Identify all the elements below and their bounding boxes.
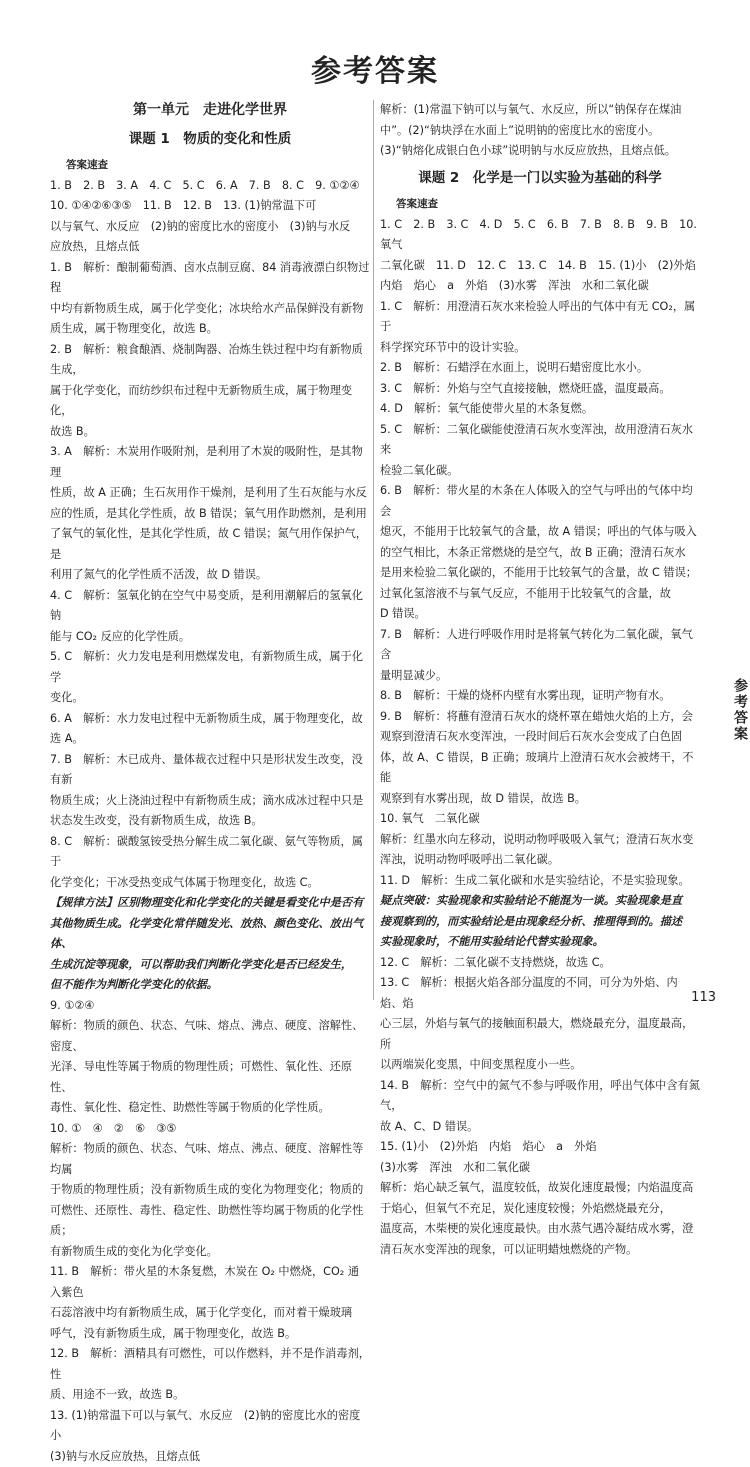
text-line: 14. B 解析：空气中的氮气不参与呼吸作用，呼出气体中含有氮气，: [380, 1076, 700, 1117]
text-line: 可燃性、还原性、毒性、稳定性、助燃性等均属于物质的化学性质；: [50, 1201, 370, 1242]
continued-answer: [380, 100, 700, 162]
text-line: 质、用途不一致，故选 B。: [50, 1385, 370, 1406]
text-line: 浑浊，说明动物呼吸呼出二氧化碳。: [380, 850, 700, 871]
text-line: 石蕊溶液中均有新物质生成，属于化学变化，而对着干燥玻璃: [50, 1303, 370, 1324]
text-line: 解析：物质的颜色、状态、气味、熔点、沸点、硬度、溶解性等均属: [50, 1139, 370, 1180]
text-line: 12. C 解析：二氧化碳不支持燃烧，故选 C。: [380, 953, 700, 974]
text-line: (3)“钠熔化成银白色小球”说明钠与水反应放热，且熔点低。: [380, 141, 700, 162]
unit-title: 第一单元 走进化学世界: [50, 100, 370, 121]
text-line: 9. ①②④: [50, 996, 370, 1017]
text-line: 13. (1)钠常温下可以与氧气、水反应 (2)钠的密度比水的密度小: [50, 1406, 370, 1447]
text-line: 3. C 解析：外焰与空气直接接触，燃烧旺盛，温度最高。: [380, 379, 700, 400]
text-line: 但不能作为判断化学变化的依据。: [50, 975, 370, 996]
text-line: 7. B 解析：木已成舟、量体裁衣过程中只是形状发生改变，没有新: [50, 750, 370, 791]
column-divider: [373, 100, 374, 1000]
text-line: 呼气，没有新物质生成，属于物理变化，故选 B。: [50, 1324, 370, 1345]
text-line: 能与 CO₂ 反应的化学性质。: [50, 627, 370, 648]
text-line: 故选 B。: [50, 422, 370, 443]
method-note: [50, 893, 370, 996]
text-line: 实验现象时，不能用实验结论代替实验现象。: [380, 932, 700, 953]
quick-answers-label: 答案速查: [66, 155, 370, 176]
text-line: 中”。(2)“钠块浮在水面上”说明钠的密度比水的密度小。: [380, 121, 700, 142]
text-line: 13. C 解析：根据火焰各部分温度的不同，可分为外焰、内焰、焰: [380, 973, 700, 1014]
text-line: 清石灰水变浑浊的现象，可以证明蜡烛燃烧的产物。: [380, 1240, 700, 1261]
text-line: 1. B 解析：酿制葡萄酒、卤水点制豆腐、84 消毒液漂白织物过程: [50, 258, 370, 299]
answer-list: [50, 258, 370, 894]
text-line: 4. D 解析：氧气能使带火星的木条复燃。: [380, 399, 700, 420]
text-line: 9. B 解析：将蘸有澄清石灰水的烧杯罩在蜡烛火焰的上方，会: [380, 707, 700, 728]
text-line: 温度高，木柴梗的炭化速度最快。由水蒸气遇冷凝结成水雾，澄: [380, 1219, 700, 1240]
text-line: 体，故 A、C 错误，B 正确；玻璃片上澄清石灰水会被烤干，不能: [380, 748, 700, 789]
text-line: 状态发生改变，没有新物质生成，故选 B。: [50, 811, 370, 832]
text-line: 5. C 解析：二氧化碳能使澄清石灰水变浑浊，故用澄清石灰水来: [380, 420, 700, 461]
text-line: 内焰 焰心 a 外焰 (3)水雾 浑浊 水和二氧化碳: [380, 276, 700, 297]
text-line: 观察到澄清石灰水变浑浊，一段时间后石灰水会变成了白色固: [380, 727, 700, 748]
text-line: 解析：(1)常温下钠可以与氧气、水反应，所以“钠保存在煤油: [380, 100, 700, 121]
text-line: 过氧化氢溶液不与氧气反应，不能用于比较氧气的含量，故: [380, 584, 700, 605]
text-line: 质生成，属于物理变化，故选 B。: [50, 319, 370, 340]
text-line: 毒性、氧化性、稳定性、助燃性等属于物质的化学性质。: [50, 1098, 370, 1119]
text-line: 10. 氧气 二氧化碳: [380, 809, 700, 830]
answer-list-2: [50, 996, 370, 1467]
text-line: 化学变化；干冰受热变成气体属于物理变化，故选 C。: [50, 873, 370, 894]
text-line: 属于化学变化，而纺纱织布过程中无新物质生成，属于物理变化，: [50, 381, 370, 422]
text-line: 8. B 解析：干燥的烧杯内壁有水雾出现，证明产物有水。: [380, 686, 700, 707]
answer-list: [380, 297, 700, 892]
text-line: 光泽、导电性等属于物质的物理性质；可燃性、氧化性、还原性、: [50, 1057, 370, 1098]
text-line: 生成沉淀等现象，可以帮助我们判断化学变化是否已经发生，: [50, 955, 370, 976]
text-line: 2. B 解析：粮食酿酒、烧制陶器、冶炼生铁过程中均有新物质生成，: [50, 340, 370, 381]
side-tab-label: 参考答案: [716, 660, 750, 760]
text-line: 解析：物质的颜色、状态、气味、熔点、沸点、硬度、溶解性、密度、: [50, 1016, 370, 1057]
text-line: 10. ① ④ ② ⑥ ③⑤: [50, 1119, 370, 1140]
text-line: 11. D 解析：生成二氧化碳和水是实验结论，不是实验现象。: [380, 871, 700, 892]
page-number: 113: [691, 990, 716, 1005]
text-line: 有新物质生成的变化为化学变化。: [50, 1242, 370, 1263]
text-line: 以两端炭化变黑，中间变黑程度小一些。: [380, 1055, 700, 1076]
text-line: 量明显减少。: [380, 666, 700, 687]
text-line: 【规律方法】区别物理变化和化学变化的关键是看变化中是否有: [50, 893, 370, 914]
text-line: 疑点突破：实验现象和实验结论不能混为一谈。实验现象是直: [380, 891, 700, 912]
text-line: 中均有新物质生成，属于化学变化；冰块给水产品保鲜没有新物: [50, 299, 370, 320]
text-line: 7. B 解析：人进行呼吸作用时是将氧气转化为二氧化碳，氧气含: [380, 625, 700, 666]
text-line: 解析：焰心缺乏氧气，温度较低，故炭化速度最慢；内焰温度高: [380, 1178, 700, 1199]
text-line: 8. C 解析：碳酸氢铵受热分解生成二氧化碳、氨气等物质，属于: [50, 832, 370, 873]
text-line: 解析：红墨水向左移动，说明动物呼吸吸入氧气；澄清石灰水变: [380, 830, 700, 851]
text-line: 变化。: [50, 688, 370, 709]
text-line: (3)水雾 浑浊 水和二氧化碳: [380, 1158, 700, 1179]
text-line: 于焰心，但氧气不充足，炭化速度较慢；外焰燃烧最充分，: [380, 1199, 700, 1220]
text-line: (3)钠与水反应放热，且熔点低: [50, 1447, 370, 1467]
text-line: 的空气相比，木条正常燃烧的是空气，故 B 正确；澄清石灰水: [380, 543, 700, 564]
text-line: 科学探究环节中的设计实验。: [380, 338, 700, 359]
text-line: 12. B 解析：酒精具有可燃性，可以作燃料，并不是作消毒剂，性: [50, 1344, 370, 1385]
text-line: 检验二氧化碳。: [380, 461, 700, 482]
text-line: 5. C 解析：火力发电是利用燃煤发电，有新物质生成，属于化学: [50, 647, 370, 688]
lesson-title-2: 课题 2 化学是一门以实验为基础的科学: [380, 168, 700, 189]
text-line: 故 A、C、D 错误。: [380, 1117, 700, 1138]
text-line: 利用了氮气的化学性质不活泼，故 D 错误。: [50, 565, 370, 586]
text-line: 10. ①④②⑥③⑤ 11. B 12. B 13. (1)钠常温下可: [50, 196, 370, 217]
quick-answers: [380, 215, 700, 297]
text-line: 是用来检验二氧化碳的，不能用于比较氧气的含量，故 C 错误；: [380, 563, 700, 584]
text-line: 心三层，外焰与氧气的接触面积最大，燃烧最充分，温度最高，所: [380, 1014, 700, 1055]
text-line: 4. C 解析：氢氧化钠在空气中易变质，是利用潮解后的氢氧化钠: [50, 586, 370, 627]
page-title: 参考答案: [0, 46, 750, 90]
text-line: 物质生成；火上浇油过程中有新物质生成；滴水成冰过程中只是: [50, 791, 370, 812]
difficulty-note: [380, 891, 700, 953]
left-column: [50, 100, 370, 1467]
text-line: 接观察到的，而实验结论是由现象经分析、推理得到的。描述: [380, 912, 700, 933]
text-line: 3. A 解析：木炭用作吸附剂，是利用了木炭的吸附性，是其物理: [50, 442, 370, 483]
text-line: 1. C 解析：用澄清石灰水来检验人呼出的气体中有无 CO₂，属于: [380, 297, 700, 338]
text-line: 11. B 解析：带火星的木条复燃，木炭在 O₂ 中燃烧，CO₂ 通入紫色: [50, 1262, 370, 1303]
text-line: 于物质的物理性质；没有新物质生成的变化为物理变化；物质的: [50, 1180, 370, 1201]
lesson-title-1: 课题 1 物质的变化和性质: [50, 129, 370, 150]
text-line: 1. C 2. B 3. C 4. D 5. C 6. B 7. B 8. B 9. B 10. 氧气: [380, 215, 700, 256]
text-line: 二氧化碳 11. D 12. C 13. C 14. B 15. (1)小 (2)外焰: [380, 256, 700, 277]
text-line: 观察到有水雾出现，故 D 错误，故选 B。: [380, 789, 700, 810]
text-line: 了氧气的氧化性，是其化学性质，故 C 错误；氮气用作保护气，是: [50, 524, 370, 565]
text-line: 2. B 解析：石蜡浮在水面上，说明石蜡密度比水小。: [380, 358, 700, 379]
answer-list-2: [380, 953, 700, 1261]
text-line: D 错误。: [380, 604, 700, 625]
text-line: 应的性质，是其化学性质，故 B 错误；氧气用作助燃剂，是利用: [50, 504, 370, 525]
text-line: 熄灭，不能用于比较氧气的含量，故 A 错误；呼出的气体与吸入: [380, 522, 700, 543]
text-line: 15. (1)小 (2)外焰 内焰 焰心 a 外焰: [380, 1137, 700, 1158]
text-line: 以与氧气、水反应 (2)钠的密度比水的密度小 (3)钠与水反: [50, 217, 370, 238]
right-column: [380, 100, 700, 1260]
text-line: 6. B 解析：带火星的木条在人体吸入的空气与呼出的气体中均会: [380, 481, 700, 522]
text-line: 应放热，且熔点低: [50, 237, 370, 258]
quick-answers-label: 答案速查: [396, 194, 700, 215]
text-line: 1. B 2. B 3. A 4. C 5. C 6. A 7. B 8. C 9. ①②④: [50, 176, 370, 197]
text-line: 6. A 解析：水力发电过程中无新物质生成，属于物理变化，故选 A。: [50, 709, 370, 750]
text-line: 其他物质生成。化学变化常伴随发光、放热、颜色变化、放出气体、: [50, 914, 370, 955]
quick-answers: [50, 176, 370, 258]
text-line: 性质，故 A 正确；生石灰用作干燥剂，是利用了生石灰能与水反: [50, 483, 370, 504]
